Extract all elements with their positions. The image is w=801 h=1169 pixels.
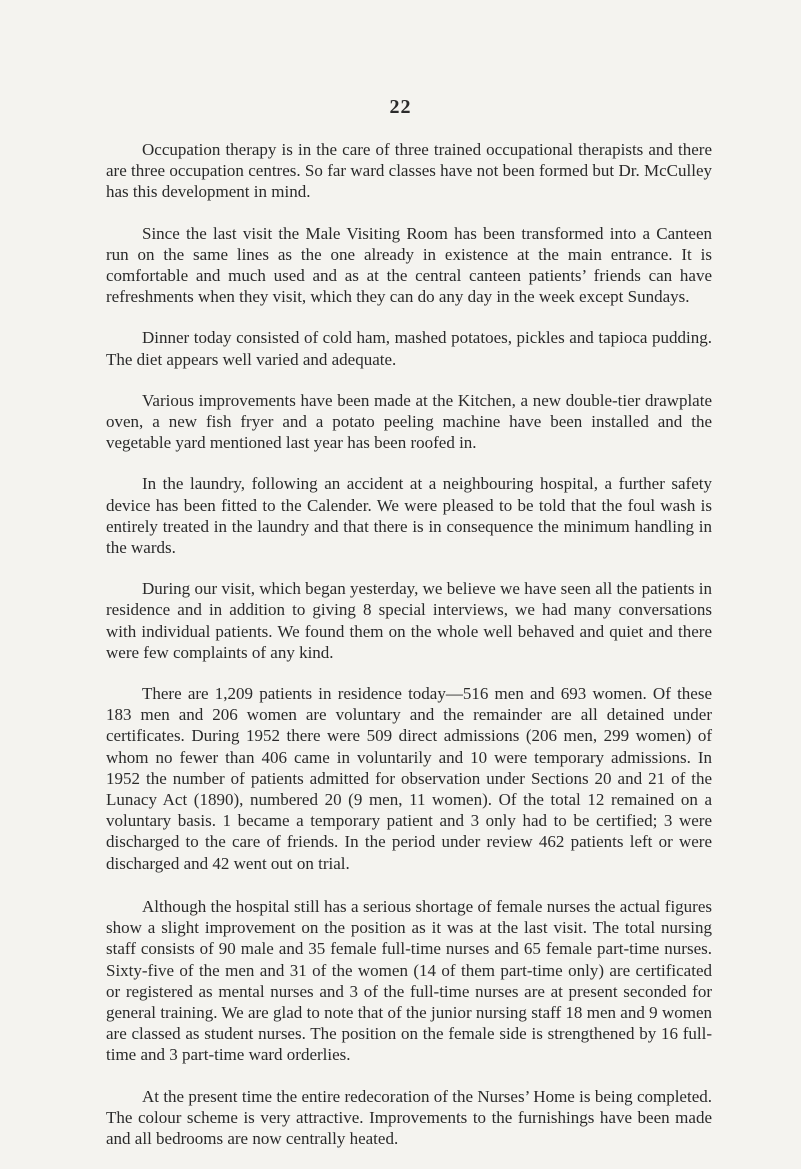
paragraph-kitchen: Various improvements have been made at the Kitchen, a new double-tier drawplate oven, a new fish fryer and a potato peeling machine have been installed and the vegetable yard mentioned last year has been roofed in.	[106, 390, 712, 453]
paragraph-occupation-therapy: Occupation therapy is in the care of three trained occupational therapists and there are three occupation centres. So far ward classes have not been formed but Dr. McCulley has this development in mind.	[106, 140, 712, 202]
paragraph-patients: There are 1,209 patients in residence today—516 men and 693 women. Of these 183 men and 206 women are voluntary and the remainder are all detained under certificates. During 1952 there were 509 direct admissions (206 men, 299 women) of whom no fewer than 406 came in voluntarily and 10 were temporary admissions. In 1952 the number of patients admitted for observation under Sections 20 and 21 of the Lunacy Act (1890), numbered 20 (9 men, 11 women). Of the total 12 remained on a voluntary basis. 1 became a temporary patient and 3 only had to be certified; 3 were discharged to the care of friends. In the period under review 462 patients left or were discharged and 42 went out on trial.	[106, 684, 712, 873]
paragraph-canteen: Since the last visit the Male Visiting Room has been transformed into a Canteen run on the same lines as the one already in existence at the main entrance. It is comfortable and much used and as at the central canteen patients’ friends can have refreshments when they visit, which they can do any day in the week except Sundays.	[106, 223, 712, 307]
paragraph-nurses-home: At the present time the entire redecoration of the Nurses’ Home is being completed. The colour scheme is very attractive. Improvements to the furnishings have been made and all bedrooms are now centrally heated.	[106, 1086, 712, 1148]
body-text	[106, 139, 712, 1169]
paragraph-nursing-staff: Although the hospital still has a serious shortage of female nurses the actual figures show a slight improvement on the position as it was at the last visit. The total nursing staff consists of 90 male and 35 female full-time nurses and 65 female part-time nurses. Sixty-five of the men and 31 of the women (14 of them part-time only) are certificated or registered as mental nurses and 3 of the full-time nurses are at present seconded for general training. We are glad to note that of the junior nursing staff 18 men and 9 women are classed as student nurses. The position on the female side is strengthened by 16 full-time and 3 part-time ward orderlies.	[106, 896, 712, 1065]
paragraph-visit: During our visit, which began yesterday, we believe we have seen all the patients in residence and in addition to giving 8 special interviews, we had many conversations with individual patients. We found them on the whole well behaved and quiet and there were few complaints of any kind.	[106, 579, 712, 662]
paragraph-dinner: Dinner today consisted of cold ham, mashed potatoes, pickles and tapioca pudding. The diet appears well varied and adequate.	[106, 328, 712, 369]
page-number: 22	[389, 96, 412, 118]
paragraph-laundry: In the laundry, following an accident at a neighbouring hospital, a further safety device has been fitted to the Calender. We were pleased to be told that the foul wash is entirely treated in the laundry and that there is in consequence the minimum handling in the wards.	[106, 474, 712, 558]
